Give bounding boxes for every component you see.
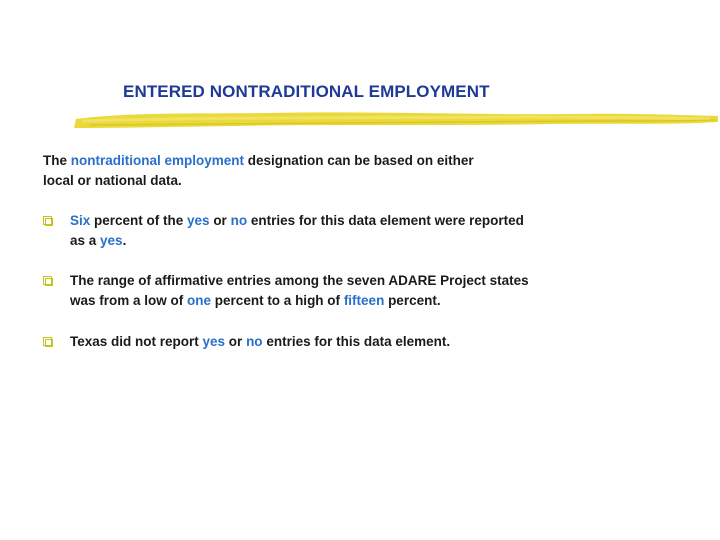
highlight-word: no: [246, 334, 263, 349]
highlight-word: one: [187, 293, 212, 308]
bullet-text-run: entries for this data element.: [262, 334, 451, 349]
bullet-text-run: percent of the: [90, 213, 188, 228]
bullet-text-run: The range of affirmative entries among the seven ADARE Project states: [70, 273, 529, 288]
bullet-text: [70, 271, 630, 311]
bullet-item: [43, 271, 663, 311]
bullet-text-run: entries for this data element were reported: [247, 213, 524, 228]
intro-text: The: [43, 153, 71, 168]
bullet-text-run: or: [209, 213, 231, 228]
bullet-text-run: was from a low of: [70, 293, 188, 308]
bullet-text-run: percent.: [384, 293, 441, 308]
intro-text: designation can be based on either: [244, 153, 474, 168]
bullet-text-run: Texas did not report: [70, 334, 203, 349]
highlight-word: Six: [70, 213, 91, 228]
title-highlighter-stroke: [70, 104, 720, 132]
bullet-text-run: .: [122, 233, 127, 248]
intro-paragraph: [43, 151, 603, 191]
checkbox-bullet-icon: [43, 216, 53, 226]
intro-text: local or national data.: [43, 173, 182, 188]
highlight-word: no: [230, 213, 248, 228]
bullet-item: [43, 332, 663, 352]
highlight-word: fifteen: [343, 293, 385, 308]
bullet-text-run: percent to a high of: [211, 293, 344, 308]
bullet-text-run: as a: [70, 233, 101, 248]
highlight-word: yes: [202, 334, 226, 349]
checkbox-bullet-icon: [43, 337, 53, 347]
bullet-item: [43, 211, 663, 251]
bullet-text-run: or: [225, 334, 247, 349]
highlight-word: yes: [100, 233, 123, 248]
bullet-text: [70, 332, 630, 352]
intro-highlight: nontraditional employment: [70, 153, 245, 168]
checkbox-bullet-icon: [43, 276, 53, 286]
slide-title: ENTERED NONTRADITIONAL EMPLOYMENT: [123, 82, 490, 101]
bullet-text: [70, 211, 630, 251]
highlight-word: yes: [187, 213, 210, 228]
